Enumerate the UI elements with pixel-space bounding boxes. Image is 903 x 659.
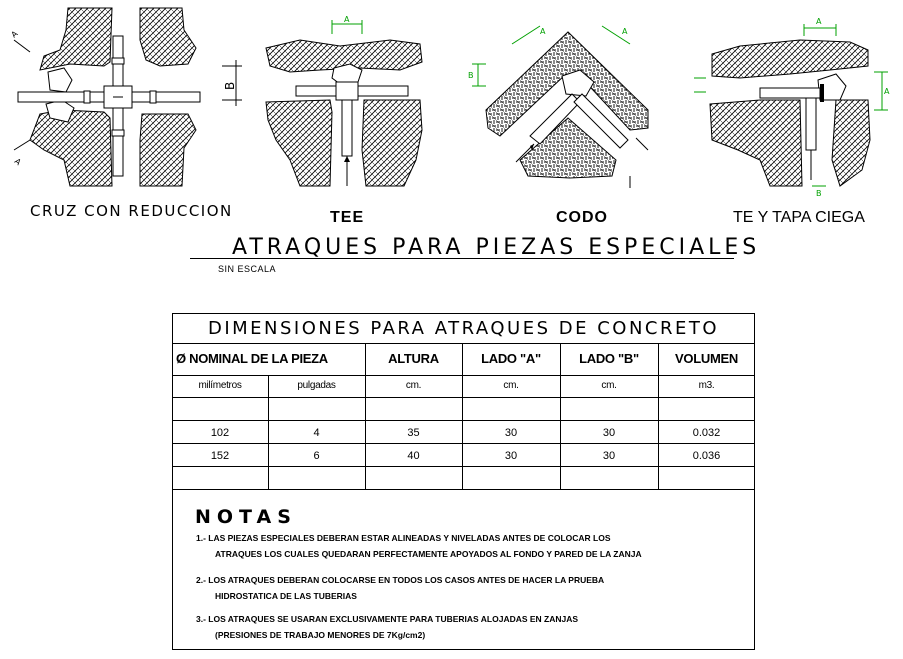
table-rule xyxy=(172,420,755,421)
unit-lado-b: cm. xyxy=(601,380,617,391)
note-1-line-2: ATRAQUES LOS CUALES QUEDARAN PERFECTAMENTE APOYADOS AL FONDO Y PARED DE LA ZANJA xyxy=(215,549,642,559)
note-3-line-1: 3.- LOS ATRAQUES SE USARAN EXCLUSIVAMENTE PARA TUBERIAS ALOJADAS EN ZANJAS xyxy=(196,614,579,624)
note-1-line-1: 1.- LAS PIEZAS ESPECIALES DEBERAN ESTAR ALINEADAS Y NIVELADAS ANTES DE COLOCAR LOS xyxy=(196,533,611,543)
note-3-line-2: (PRESIONES DE TRABAJO MENORES DE 7Kg/cm2) xyxy=(215,630,426,640)
codo-drawing xyxy=(486,26,648,188)
table-cell: 30 xyxy=(602,427,616,439)
cruz-dim-b: B xyxy=(223,81,237,90)
title-underline xyxy=(190,258,734,259)
codo-dim-a-right: A xyxy=(622,27,628,36)
cruz-label: CRUZ CON REDUCCION xyxy=(30,202,233,220)
note-2-line-2: HIDROSTATICA DE LAS TUBERIAS xyxy=(215,591,357,601)
tee-label: TEE xyxy=(330,209,365,226)
table-cell: 102 xyxy=(210,427,230,439)
fittings-drawings xyxy=(0,0,903,210)
tee-dim-b: B xyxy=(468,71,474,80)
table-rule xyxy=(172,343,755,344)
codo-dim-a-left: A xyxy=(540,27,546,36)
header-diametro: Ø NOMINAL DE LA PIEZA xyxy=(176,351,328,366)
table-cell: 30 xyxy=(504,450,518,462)
te-tapa-drawing xyxy=(694,17,890,198)
te-tapa-label: TE Y TAPA CIEGA xyxy=(733,209,865,226)
cruz-dim-a-bottom: A xyxy=(12,156,23,168)
header-altura: ALTURA xyxy=(388,351,439,366)
cruz-drawing xyxy=(10,8,242,186)
note-2-line-1: 2.- LOS ATRAQUES DEBERAN COLOCARSE EN TODOS LOS CASOS ANTES DE HACER LA PRUEBA xyxy=(196,575,605,585)
unit-volumen: m3. xyxy=(698,380,715,391)
notes-title: NOTAS xyxy=(195,506,297,528)
scale-note: SIN ESCALA xyxy=(218,264,277,274)
te-tapa-dim-b: B xyxy=(816,189,822,198)
header-lado-a: LADO "A" xyxy=(481,351,541,366)
te-tapa-dim-a-side: A xyxy=(884,87,890,96)
te-tapa-dim-a-top: A xyxy=(816,17,822,26)
table-rule xyxy=(172,489,755,490)
table-cell: 35 xyxy=(407,427,420,439)
table-cell: 6 xyxy=(313,450,320,462)
unit-pulgadas: pulgadas xyxy=(297,380,336,391)
table-rule xyxy=(172,397,755,398)
unit-lado-a: cm. xyxy=(503,380,519,391)
table-rule xyxy=(172,443,755,444)
unit-altura: cm. xyxy=(405,380,422,391)
table-title: DIMENSIONES PARA ATRAQUES DE CONCRETO xyxy=(207,318,720,339)
table-cell: 0.036 xyxy=(692,450,721,462)
table-rule xyxy=(172,375,755,376)
table-cell: 30 xyxy=(602,450,616,462)
codo-label: CODO xyxy=(556,209,608,226)
header-volumen: VOLUMEN xyxy=(675,351,738,366)
table-cell: 30 xyxy=(504,427,518,439)
tee-drawing xyxy=(266,15,486,186)
table-cell: 4 xyxy=(313,427,320,439)
table-cell: 152 xyxy=(210,450,230,462)
header-lado-b: LADO "B" xyxy=(579,351,639,366)
table-cell: 40 xyxy=(407,450,420,462)
cruz-dim-a-top: A xyxy=(9,29,20,40)
unit-milimetros: milímetros xyxy=(198,380,242,391)
table-cell: 0.032 xyxy=(692,427,721,439)
page-title: ATRAQUES PARA PIEZAS ESPECIALES xyxy=(232,235,761,260)
tee-dim-a: A xyxy=(344,15,350,24)
table-rule xyxy=(172,466,755,467)
